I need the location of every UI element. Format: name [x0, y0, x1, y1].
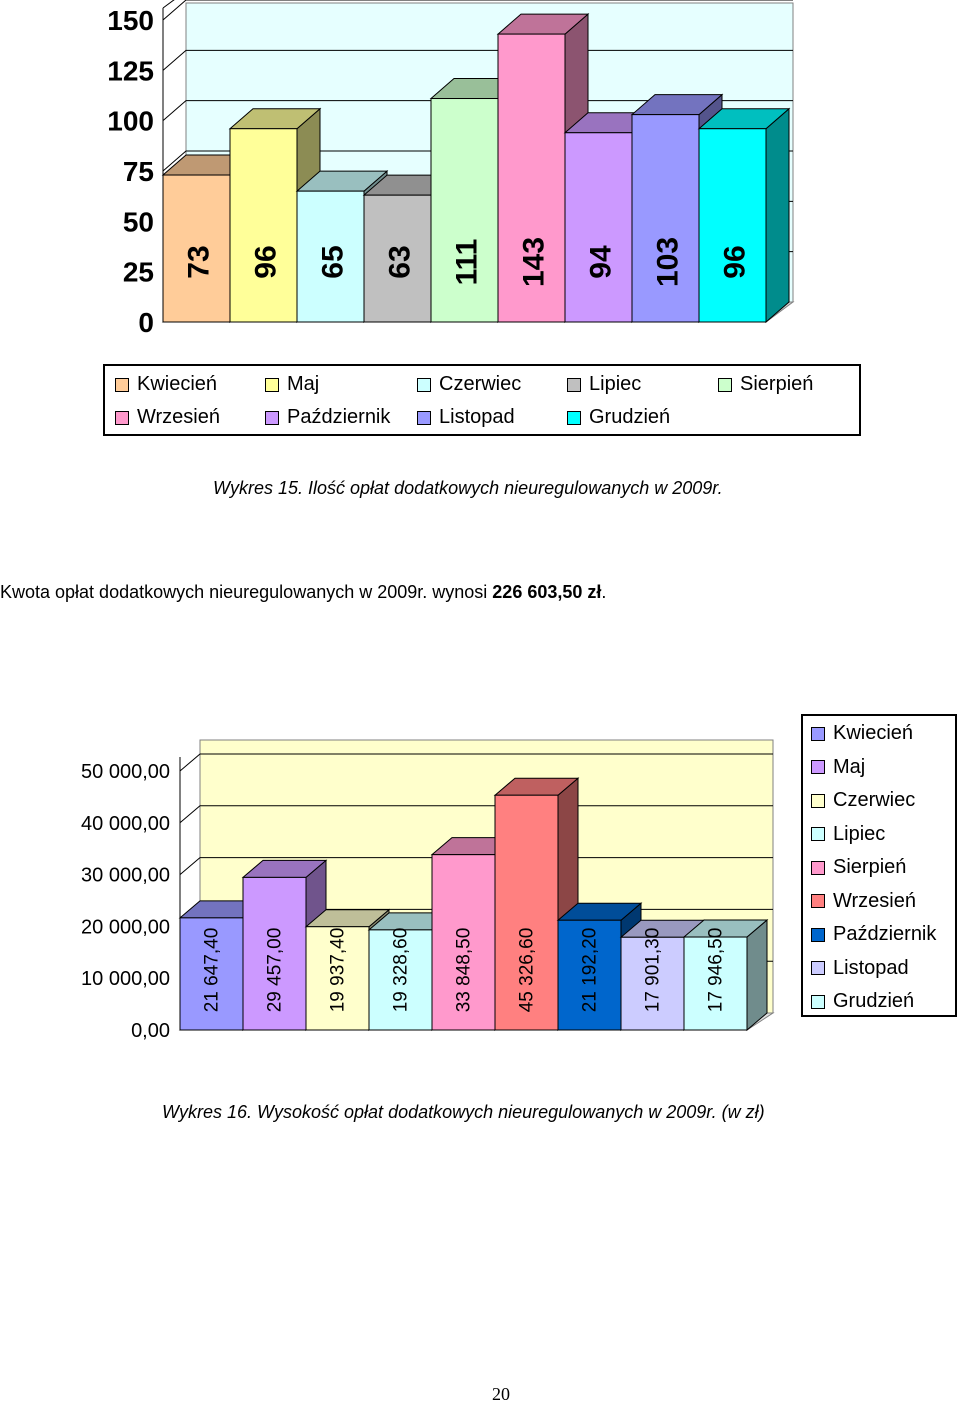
chart1-legend-item: [265, 373, 319, 396]
legend-label: Kwiecień: [137, 373, 218, 395]
chart-opłat-ilość: [0, 0, 960, 360]
chart2-data-label: 19 937,40: [327, 927, 349, 1013]
legend-label: Sierpień: [740, 373, 814, 395]
legend-swatch: [811, 995, 825, 1009]
chart2-caption: Wykres 16. Wysokość opłat dodatkowych nieuregulowanych w 2009r. (w zł): [162, 1102, 765, 1122]
legend-swatch: [417, 411, 431, 425]
chart1-data-label: 96: [249, 245, 283, 279]
chart1-data-label: 96: [718, 245, 752, 279]
chart1-y-tick: 0: [138, 307, 154, 338]
legend-label: Wrzesień: [137, 406, 220, 428]
chart2-data-label: 29 457,00: [264, 927, 286, 1013]
legend-label: Czerwiec: [833, 789, 916, 811]
chart1-y-tick: 25: [122, 256, 154, 288]
chart2-y-tick: 40 000,00: [81, 812, 170, 835]
chart1-data-label: 73: [182, 245, 216, 279]
chart2-y-tick: 50 000,00: [81, 761, 170, 783]
chart1-y-tick: 150: [107, 5, 154, 36]
chart1-y-tick: 125: [107, 55, 154, 87]
legend-label: Listopad: [439, 406, 515, 428]
chart2-legend-item: [811, 923, 936, 946]
legend-swatch: [567, 378, 581, 392]
legend-swatch: [811, 861, 825, 875]
legend-label: Listopad: [833, 956, 909, 979]
legend-swatch: [417, 378, 431, 392]
legend-label: Czerwiec: [439, 373, 522, 395]
chart1-legend-item: [265, 406, 390, 429]
chart1-legend-item: [115, 373, 217, 396]
legend-label: Wrzesień: [833, 889, 916, 912]
chart1-legend-item: [417, 406, 515, 429]
legend-label: Lipiec: [589, 373, 642, 395]
note-amount: 226 603,50 zł: [492, 582, 602, 602]
chart2-legend-item: [811, 789, 915, 812]
legend-swatch: [265, 411, 279, 425]
legend-label: Październik: [833, 923, 937, 945]
legend-swatch: [718, 378, 732, 392]
chart1-y-tick: 50: [122, 206, 154, 238]
chart2-data-label: 17 901,30: [642, 927, 664, 1013]
legend-swatch: [811, 794, 825, 808]
chart1-y-tick: 75: [122, 156, 154, 187]
legend-label: Kwiecień: [833, 722, 914, 744]
chart2-data-label: 19 328,60: [390, 927, 412, 1013]
note-text: Kwota opłat dodatkowych nieuregulowanych w 2009r. wynosi: [0, 582, 493, 602]
chart2-legend-item: [811, 990, 914, 1013]
page-number: 20: [492, 1384, 510, 1404]
chart1-legend-item: [567, 406, 670, 429]
chart1-legend-item: [115, 406, 220, 429]
chart2-y-tick: 10 000,00: [81, 968, 170, 991]
legend-swatch: [811, 827, 825, 841]
chart2-y-tick: 30 000,00: [81, 864, 170, 887]
chart2-legend-item: [811, 890, 916, 913]
chart2-data-label: 21 192,20: [579, 927, 601, 1013]
chart2-y-tick: 0,00: [131, 1020, 170, 1042]
chart1-data-label: 103: [651, 236, 685, 288]
chart2-legend-item: [811, 756, 865, 779]
legend-swatch: [811, 894, 825, 908]
legend-label: Grudzień: [589, 406, 671, 428]
legend-swatch: [567, 411, 581, 425]
legend-swatch: [811, 961, 825, 975]
total-amount-note: [0, 582, 606, 603]
chart2-data-label: 17 946,50: [705, 927, 727, 1013]
legend-label: Maj: [287, 373, 320, 395]
legend-swatch: [265, 378, 279, 392]
legend-swatch: [115, 378, 129, 392]
legend-label: Maj: [833, 755, 866, 778]
chart2-data-label: 45 326,60: [516, 927, 538, 1013]
chart2-legend-item: [811, 823, 885, 846]
chart2-data-label: 33 848,50: [453, 927, 475, 1013]
chart1-y-tick: 100: [107, 105, 154, 137]
note-suffix: .: [601, 582, 607, 602]
chart2-legend-item: [811, 722, 913, 745]
chart1-data-label: 111: [450, 238, 484, 286]
chart1-data-label: 63: [383, 245, 417, 279]
chart2-legend-item: [811, 957, 909, 980]
chart2-legend: [801, 714, 957, 1017]
chart2-data-label: 21 647,40: [201, 927, 223, 1013]
legend-swatch: [115, 411, 129, 425]
chart2-y-tick: 20 000,00: [81, 916, 170, 939]
legend-label: Lipiec: [833, 822, 886, 845]
chart1-legend-item: [417, 373, 521, 396]
chart1-legend: [103, 364, 861, 436]
legend-label: Sierpień: [833, 856, 907, 878]
legend-label: Październik: [287, 406, 391, 428]
chart1-data-label: 94: [584, 245, 618, 279]
chart1-legend-item: [567, 373, 641, 396]
legend-swatch: [811, 760, 825, 774]
chart1-data-label: 143: [517, 236, 551, 288]
legend-label: Grudzień: [833, 990, 915, 1012]
legend-swatch: [811, 928, 825, 942]
chart-opłat-wysokość: [0, 720, 800, 1060]
chart1-legend-item: [718, 373, 813, 396]
legend-swatch: [811, 727, 825, 741]
chart2-legend-item: [811, 856, 906, 879]
chart1-caption: Wykres 15. Ilość opłat dodatkowych nieuregulowanych w 2009r.: [213, 478, 723, 498]
chart1-bar-grudzień: [699, 109, 789, 322]
chart1-data-label: 65: [316, 245, 350, 279]
